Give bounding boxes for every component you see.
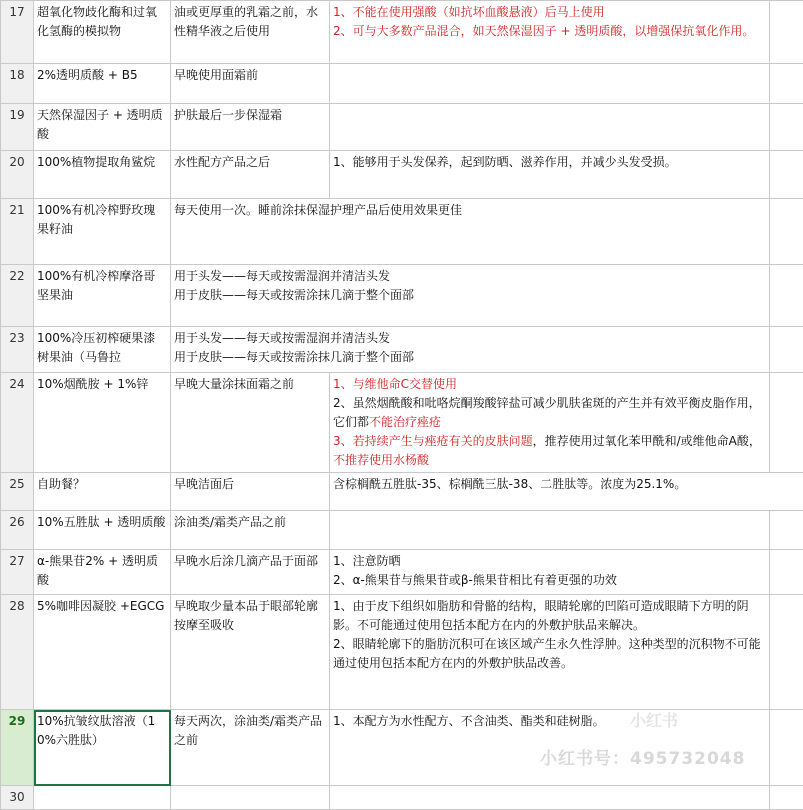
row-header[interactable]: 25 xyxy=(1,473,34,511)
note-text: ，推荐使用过氧化苯甲酰和/或维他命A酸， xyxy=(533,434,761,448)
note-text-warning: 不能治疗痤疮 xyxy=(369,415,441,429)
cell-usage[interactable]: 用于头发——每天或按需湿润并清洁头发 用于皮肤——每天或按需涂抹几滴于整个面部 xyxy=(171,265,770,327)
cell-ingredient[interactable]: 10%烟酰胺 + 1%锌 xyxy=(34,373,171,473)
note-text-warning: 3、若持续产生与痤疮有关的皮肤问题 xyxy=(333,434,533,448)
cell-usage[interactable]: 涂油类/霜类产品之前 xyxy=(171,511,330,550)
cell-ingredient[interactable]: 自助餐？ xyxy=(34,473,171,511)
cell-empty[interactable] xyxy=(770,64,803,104)
table-row xyxy=(1,327,803,373)
cell-usage[interactable] xyxy=(171,786,330,810)
table-row xyxy=(1,710,803,786)
cell-empty[interactable] xyxy=(770,550,803,595)
table-row xyxy=(1,151,803,199)
note-line: 1、注意防晒 xyxy=(333,552,766,571)
cell-usage[interactable]: 每天两次，涂油类/霜类产品之前 xyxy=(171,710,330,786)
row-header[interactable]: 23 xyxy=(1,327,34,373)
watermark-logo: 小红书 xyxy=(630,708,678,731)
cell-empty[interactable] xyxy=(770,199,803,265)
cell-notes[interactable] xyxy=(330,550,770,595)
table-row xyxy=(1,473,803,511)
cell-notes[interactable] xyxy=(330,786,770,810)
cell-empty[interactable] xyxy=(770,327,803,373)
row-header[interactable]: 20 xyxy=(1,151,34,199)
cell-ingredient[interactable]: 100%有机冷榨野玫瑰果籽油 xyxy=(34,199,171,265)
row-header[interactable]: 18 xyxy=(1,64,34,104)
row-header[interactable]: 26 xyxy=(1,511,34,550)
table-row xyxy=(1,373,803,473)
cell-empty[interactable] xyxy=(770,511,803,550)
cell-notes[interactable] xyxy=(330,1,770,64)
row-header-active[interactable]: 29 xyxy=(1,710,34,786)
cell-usage[interactable]: 油或更厚重的乳霜之前，水性精华液之后使用 xyxy=(171,1,330,64)
table-row xyxy=(1,595,803,710)
cell-notes[interactable] xyxy=(330,595,770,710)
cell-empty[interactable] xyxy=(770,104,803,151)
row-header[interactable]: 24 xyxy=(1,373,34,473)
cell-ingredient-selected[interactable]: 10%抗皱纹肽溶液（10%六胜肽） xyxy=(34,710,171,786)
cell-notes[interactable] xyxy=(330,151,770,199)
row-header[interactable]: 28 xyxy=(1,595,34,710)
cell-ingredient[interactable]: 2%透明质酸 + B5 xyxy=(34,64,171,104)
table-row xyxy=(1,104,803,151)
row-header[interactable]: 19 xyxy=(1,104,34,151)
note-line: 1、本配方为水性配方、不含油类、酯类和硅树脂。 xyxy=(333,712,766,731)
cell-empty[interactable] xyxy=(770,710,803,786)
row-header[interactable]: 22 xyxy=(1,265,34,327)
note-line: 2、可与大多数产品混合，如天然保湿因子 + 透明质酸，以增强保抗氧化作用。 xyxy=(333,22,766,41)
cell-usage[interactable]: 护肤最后一步保湿霜 xyxy=(171,104,330,151)
cell-usage[interactable]: 水性配方产品之后 xyxy=(171,151,330,199)
table-row xyxy=(1,1,803,64)
cell-usage[interactable]: 每天使用一次。睡前涂抹保湿护理产品后使用效果更佳 xyxy=(171,199,770,265)
note-text-warning: 不推荐使用水杨酸 xyxy=(333,453,429,467)
cell-ingredient[interactable]: 超氧化物歧化酶和过氧化氢酶的模拟物 xyxy=(34,1,171,64)
cell-usage[interactable]: 早晚水后涂几滴产品于面部 xyxy=(171,550,330,595)
cell-notes[interactable] xyxy=(330,473,803,511)
table-row xyxy=(1,786,803,810)
cell-notes[interactable] xyxy=(330,710,770,786)
cell-empty[interactable] xyxy=(770,786,803,810)
cell-empty[interactable] xyxy=(770,265,803,327)
cell-ingredient[interactable]: 天然保湿因子 + 透明质酸 xyxy=(34,104,171,151)
cell-usage[interactable]: 早晚洁面后 xyxy=(171,473,330,511)
cell-usage[interactable]: 用于头发——每天或按需湿润并清洁头发 用于皮肤——每天或按需涂抹几滴于整个面部 xyxy=(171,327,770,373)
note-line xyxy=(333,394,766,432)
cell-empty[interactable] xyxy=(770,1,803,64)
cell-ingredient[interactable]: 100%冷压初榨硬果漆树果油（马鲁拉 xyxy=(34,327,171,373)
cell-ingredient[interactable]: α-熊果苷2% + 透明质酸 xyxy=(34,550,171,595)
row-header[interactable]: 17 xyxy=(1,1,34,64)
note-line: 1、不能在使用强酸（如抗坏血酸悬液）后马上使用 xyxy=(333,3,766,22)
note-line: 2、眼睛轮廓下的脂肪沉积可在该区域产生永久性浮肿。这种类型的沉积物不可能通过使用包括本配方在内的外敷护肤品改善。 xyxy=(333,635,766,673)
row-header[interactable]: 21 xyxy=(1,199,34,265)
note-line: 1、与维他命C交替使用 xyxy=(333,375,766,394)
cell-usage[interactable]: 早晚大量涂抹面霜之前 xyxy=(171,373,330,473)
table-row xyxy=(1,550,803,595)
cell-ingredient[interactable]: 10%五胜肽 + 透明质酸 xyxy=(34,511,171,550)
row-header[interactable]: 30 xyxy=(1,786,34,810)
cell-ingredient[interactable]: 5%咖啡因凝胶 +EGCG xyxy=(34,595,171,710)
cell-notes[interactable] xyxy=(330,373,770,473)
cell-notes[interactable] xyxy=(330,104,770,151)
cell-ingredient[interactable]: 100%植物提取角鲨烷 xyxy=(34,151,171,199)
table-row xyxy=(1,64,803,104)
cell-notes[interactable] xyxy=(330,511,770,550)
cell-empty[interactable] xyxy=(770,151,803,199)
cell-empty[interactable] xyxy=(770,373,803,473)
cell-empty[interactable] xyxy=(770,595,803,710)
cell-ingredient[interactable]: 100%有机冷榨摩洛哥坚果油 xyxy=(34,265,171,327)
cell-notes[interactable] xyxy=(330,64,770,104)
table-row xyxy=(1,199,803,265)
cell-ingredient[interactable] xyxy=(34,786,171,810)
note-text: 2、虽然烟酰酸和吡咯烷酮羧酸锌盐可减少肌肤雀斑的产生并有效平衡皮脂作用，它们都 xyxy=(333,396,761,429)
table-row xyxy=(1,511,803,550)
cell-usage[interactable]: 早晚取少量本品于眼部轮廓按摩至吸收 xyxy=(171,595,330,710)
note-line: 2、α-熊果苷与熊果苷或β-熊果苷相比有着更强的功效 xyxy=(333,571,766,590)
note-line: 1、由于皮下组织如脂肪和骨骼的结构，眼睛轮廓的凹陷可造成眼睛下方明的阴影。不可能通过使用包括本配方在内的外敷护肤品来解决。 xyxy=(333,597,766,635)
table-row xyxy=(1,265,803,327)
note-line: 1、能够用于头发保养，起到防晒、滋养作用，并减少头发受损。 xyxy=(333,153,766,172)
note-line: 含棕榈酰五胜肽-35、棕榈酰三肽-38、二胜肽等。浓度为25.1%。 xyxy=(333,475,800,494)
note-line xyxy=(333,432,766,470)
watermark-text: 小红书号：495732048 xyxy=(540,744,745,769)
row-header[interactable]: 27 xyxy=(1,550,34,595)
cell-usage[interactable]: 早晚使用面霜前 xyxy=(171,64,330,104)
